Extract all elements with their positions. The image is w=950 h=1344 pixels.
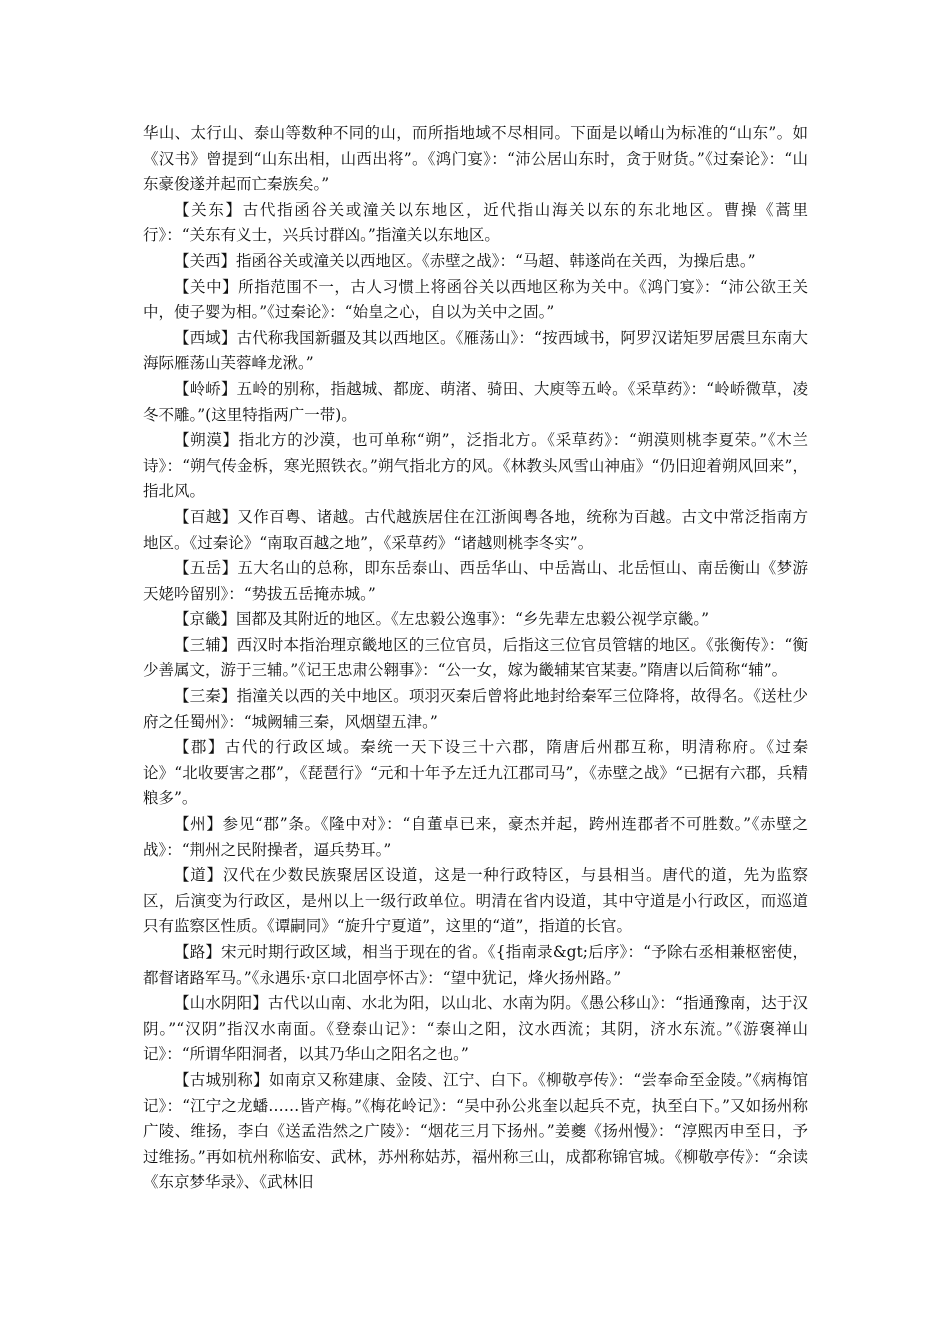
paragraph-baiyue: 【百越】又作百粤、诸越。古代越族居住在江浙闽粤各地，统称为百越。古文中常泛指南方地区。《过秦论》“南取百越之地”，《采草药》“诸越则桃李冬实”。 (143, 507, 808, 552)
paragraph-guanzhong: 【关中】所指范围不一，古人习惯上将函谷关以西地区称为关中。《鸿门宴》：“沛公欲王关中，使子婴为相。”《过秦论》：“始皇之心，自以为关中之固。” (143, 277, 808, 322)
paragraph-jingji: 【京畿】国都及其附近的地区。《左忠毅公逸事》：“乡先辈左忠毅公视学京畿。” (174, 610, 710, 629)
paragraph-shanshui-yinyang: 【山水阴阳】古代以山南、水北为阳，以山北、水南为阴。《愚公移山》：“指通豫南，达于汉阴。”“汉阴”指汉水南面。《登泰山记》：“泰山之阳，汶水西流；其阴，济水东流。”《游褒禅山记》：“所谓华阳洞者，以其乃华山之阳名之也。” (143, 994, 808, 1064)
paragraph-jun: 【郡】古代的行政区域。秦统一天下设三十六郡，隋唐后州郡互称，明清称府。《过秦论》“北收要害之郡”，《琵琶行》“元和十年予左迁九江郡司马”，《赤壁之战》“已据有六郡，兵精粮多”。 (143, 738, 808, 808)
paragraph-sanfu: 【三辅】西汉时本指治理京畿地区的三位官员，后指这三位官员管辖的地区。《张衡传》：“衡少善属文，游于三辅。”《记王忠肃公翱事》：“公一女，嫁为畿辅某官某妻。”隋唐以后简称“辅”。 (143, 635, 808, 680)
paragraph-guanxi: 【关西】指函谷关或潼关以西地区。《赤壁之战》：“马超、韩遂尚在关西，为操后患。” (174, 251, 756, 270)
document-body (143, 121, 808, 1196)
paragraph-wuyue: 【五岳】五大名山的总称，即东岳泰山、西岳华山、中岳嵩山、北岳恒山、南岳衡山《梦游天姥吟留别》：“势拔五岳掩赤城。” (143, 559, 808, 603)
paragraph-lu: 【路】宋元时期行政区域，相当于现在的省。《{指南录&gt;后序》：“予除右丞相兼枢密使，都督诸路军马。”《永遇乐·京口北固亭怀古》：“望中犹记，烽火扬州路。” (143, 943, 808, 987)
paragraph-sanqin: 【三秦】指潼关以西的关中地区。项羽灭秦后曾将此地封给秦军三位降将，故得名。《送杜少府之任蜀州》：“城阙辅三秦，风烟望五津。” (143, 687, 808, 731)
paragraph-lingqiao: 【岭峤】五岭的别称，指越城、都庞、萌渚、骑田、大庾等五岭。《采草药》：“岭峤微草，凌冬不雕。”(这里特指两广一带)。 (143, 379, 808, 424)
paragraph-gucheng-biecheng: 【古城别称】如南京又称建康、金陵、江宁、白下。《柳敬亭传》：“尝奉命至金陵。”《病梅馆记》：“江宁之龙蟠……皆产梅。”《梅花岭记》：“吴中孙公兆奎以起兵不克，执至白下。”又如扬州称广陵、维扬，李白《送孟浩然之广陵》：“烟花三月下扬州。”姜夔《扬州慢》：“淳熙丙申至日，予过维扬。”再如杭州称临安、武林，苏州称姑苏，福州称三山，成都称锦官城。《柳敬亭传》：“余读《东京梦华录》、《武林旧 (143, 1070, 808, 1192)
paragraph-zhou: 【州】参见“郡”条。《隆中对》：“自董卓已来，豪杰并起，跨州连郡者不可胜数。”《赤壁之战》：“荆州之民附操者，逼兵势耳。” (143, 815, 808, 859)
paragraph-guandong: 【关东】古代指函谷关或潼关以东地区，近代指山海关以东的东北地区。曹操《蒿里行》：“关东有义士，兴兵讨群凶。”指潼关以东地区。 (143, 200, 808, 245)
paragraph-dao: 【道】汉代在少数民族聚居区设道，这是一种行政特区，与县相当。唐代的道，先为监察区，后演变为行政区，是州以上一级行政单位。明清在省内设道，其中守道是小行政区，而巡道只有监察区性质。《谭嗣同》“旋升宁夏道”，这里的“道”，指道的长官。 (143, 866, 808, 936)
paragraph-xiyu: 【西域】古代称我国新疆及其以西地区。《雁荡山》：“按西域书，阿罗汉诺矩罗居震旦东南大海际雁荡山芙蓉峰龙湫。” (143, 328, 808, 373)
paragraph-shuomo: 【朔漠】指北方的沙漠，也可单称“朔”，泛指北方。《采草药》：“朔漠则桃李夏荣。”《木兰诗》：“朔气传金柝，寒光照铁衣。”朔气指北方的风。《林教头风雪山神庙》“仍旧迎着朔风回来”，指北风。 (143, 431, 808, 501)
paragraph: 华山、太行山、泰山等数种不同的山，而所指地域不尽相同。下面是以崤山为标准的“山东”。如《汉书》曾提到“山东出相，山西出将”。《鸿门宴》：“沛公居山东时，贪于财货。”《过秦论》：“山东豪俊遂并起而亡秦族矣。” (143, 124, 808, 194)
